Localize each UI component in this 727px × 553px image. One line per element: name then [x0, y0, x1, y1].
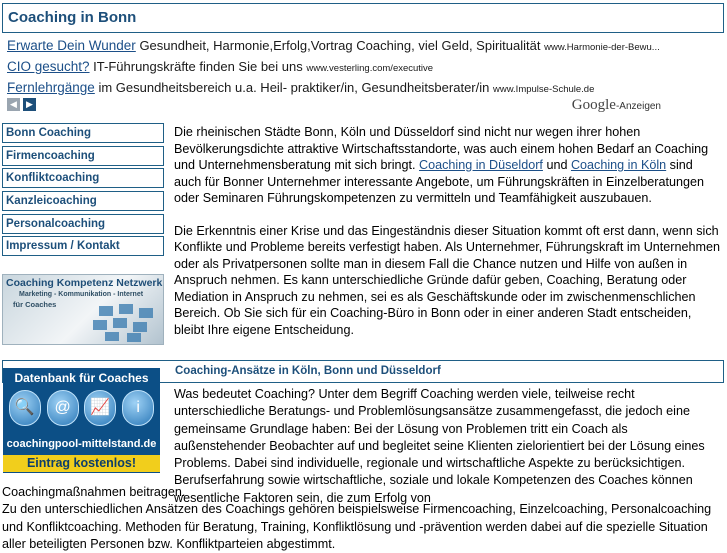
database-banner-title: Datenbank für Coaches [14, 371, 149, 385]
sidebar-menu [2, 123, 164, 259]
link-coaching-koeln[interactable]: Coaching in Köln [570, 158, 667, 172]
network-banner[interactable] [2, 274, 164, 345]
ad-prev-button[interactable]: ◀ [7, 98, 20, 111]
ad-title-link[interactable]: CIO gesucht? [7, 59, 90, 74]
search-icon: 🔍 [9, 390, 41, 426]
banner-title: Coaching Kompetenz Netzwerk [6, 277, 163, 289]
ad-text: Gesundheit, Harmonie,Erfolg,Vortrag Coaching, viel Geld, Spiritualität [139, 38, 541, 53]
sidebar-item-konfliktcoaching[interactable]: Konfliktcoaching [2, 168, 164, 188]
banner-subtitle: Marketing - Kommunikation - Internet [19, 291, 144, 298]
free-entry-button[interactable]: Eintrag kostenlos! [3, 455, 160, 472]
ad-text: IT-Führungskräfte finden Sie bei uns [93, 59, 303, 74]
page-header [2, 3, 724, 33]
page-title: Coaching in Bonn [8, 9, 137, 26]
google-ads-label[interactable] [572, 97, 661, 114]
ads-label: -Anzeigen [615, 101, 661, 112]
network-grid-icon [89, 302, 159, 342]
ad-next-button[interactable]: ▶ [23, 98, 36, 111]
main-content [174, 124, 722, 354]
intro-paragraph [174, 124, 722, 207]
sidebar-item-personalcoaching[interactable]: Personalcoaching [2, 214, 164, 234]
banner-subtitle-2: für Coaches [13, 300, 57, 309]
ad-url[interactable]: www.vesterling.com/executive [306, 63, 434, 74]
section-continued [2, 484, 722, 553]
sidebar-item-firmencoaching[interactable]: Firmencoaching [2, 146, 164, 166]
ad-title-link[interactable]: Fernlehrgänge [7, 80, 95, 95]
contact-card-icon: @ [47, 390, 79, 426]
section-title: Coaching-Ansätze in Köln, Bonn und Düsseldorf [175, 365, 441, 377]
intro-text: Die rheinischen Städte Bonn, Köln und Düsseldorf sind nicht nur wegen ihrer hohen Bevölkerungsdichte attraktive Wirtschaftsstandorte, was auch einem hohen Bedarf an Coaching und Unternehmensberatung mit sich bringt. [174, 125, 709, 172]
conjunction-text: und [546, 158, 568, 172]
info-icon: i [122, 390, 154, 426]
ad-block [7, 37, 723, 100]
link-coaching-duesseldorf[interactable]: Coaching in Düseldorf [419, 158, 543, 172]
section-continued-line: Coachingmaßnahmen beitragen. [2, 485, 186, 499]
ad-title-link[interactable]: Erwarte Dein Wunder [7, 38, 136, 53]
google-logo: Google [571, 97, 616, 113]
approaches-paragraph: Zu den unterschiedlichen Ansätzen des Coachings gehören beispielsweise Firmencoaching, Einzelcoaching, Personalcoaching und Konfliktcoaching. Methoden für Beratung, Training, Konfliktlösung und -prävention werden dabei auf die spezielle Situation aller beteiligten Personen bzw. Konfliktparteien abgestimmt. [2, 502, 712, 551]
ad-line [7, 37, 723, 58]
section-paragraph: Was bedeutet Coaching? Unter dem Begriff Coaching werden viele, teilweise recht unterschiedliche Beratungs- und Problemlösungsansätze zusammengefasst, die jedoch eine gemeinsame Grundlage haben: Bei der Lösung von Problemen tritt ein Coach als außenstehender Beobachter auf und begleitet seine Klienten zielorientiert bei der Lösung eines Problems. Dabei sind individuelle, regionale und wirtschaftliche Aspekte zu berücksichtigen. Berufserfahrung sowie wirtschaftliche, soziale und lokale Kompetenzen des Coaches können wesentliche Faktoren sein, die zum Erfolg von [174, 387, 705, 505]
intro-text-continued: sind auch für Bonner Unternehmer interessante Angebote, um Führungskräften in Einzelberatungen oder Seminaren Führungskompetenzen zu vermitteln und Teamfähigkeit auszubauen. [174, 158, 704, 205]
database-url: coachingpool-mittelstand.de [6, 438, 157, 450]
chart-icon: 📈 [84, 390, 116, 426]
ad-navigation [7, 98, 36, 111]
ad-url[interactable]: www.Impulse-Schule.de [492, 84, 595, 95]
ad-line [7, 58, 723, 79]
crisis-paragraph: Die Erkenntnis einer Krise und das Eingeständnis dieser Situation kommt oft erst dann, wenn sich Konflikte und Probleme bereits verfestigt haben. Als Unternehmer, Führungskraft im Unternehmen oder als Privatpersonen sollte man in diesem Fall die Chance nutzen und Hilfe von außen in Anspruch nehmen. Es kann unterschiedliche Gründe dafür geben, Coaching, Beratung oder Mediation in Anspruch zu nehmen, sei es als Geschäftskunde oder im zwischenmenschlichen Bereich. Ob Sie sich für ein Coaching-Büro in Bonn oder in einer anderen Stadt entscheiden, bleibt Ihre eigene Entscheidung. [174, 223, 721, 337]
database-icons [6, 390, 157, 428]
ad-url[interactable]: www.Harmonie-der-Bewu... [544, 42, 660, 53]
sidebar-item-kanzleicoaching[interactable]: Kanzleicoaching [2, 191, 164, 211]
sidebar-item-impressum[interactable]: Impressum / Kontakt [2, 236, 164, 256]
ad-text: im Gesundheitsbereich u.a. Heil- praktiker/in, Gesundheitsberater/in [98, 80, 490, 95]
sidebar-item-bonn-coaching[interactable]: Bonn Coaching [2, 123, 164, 143]
coach-database-banner[interactable] [3, 368, 160, 473]
